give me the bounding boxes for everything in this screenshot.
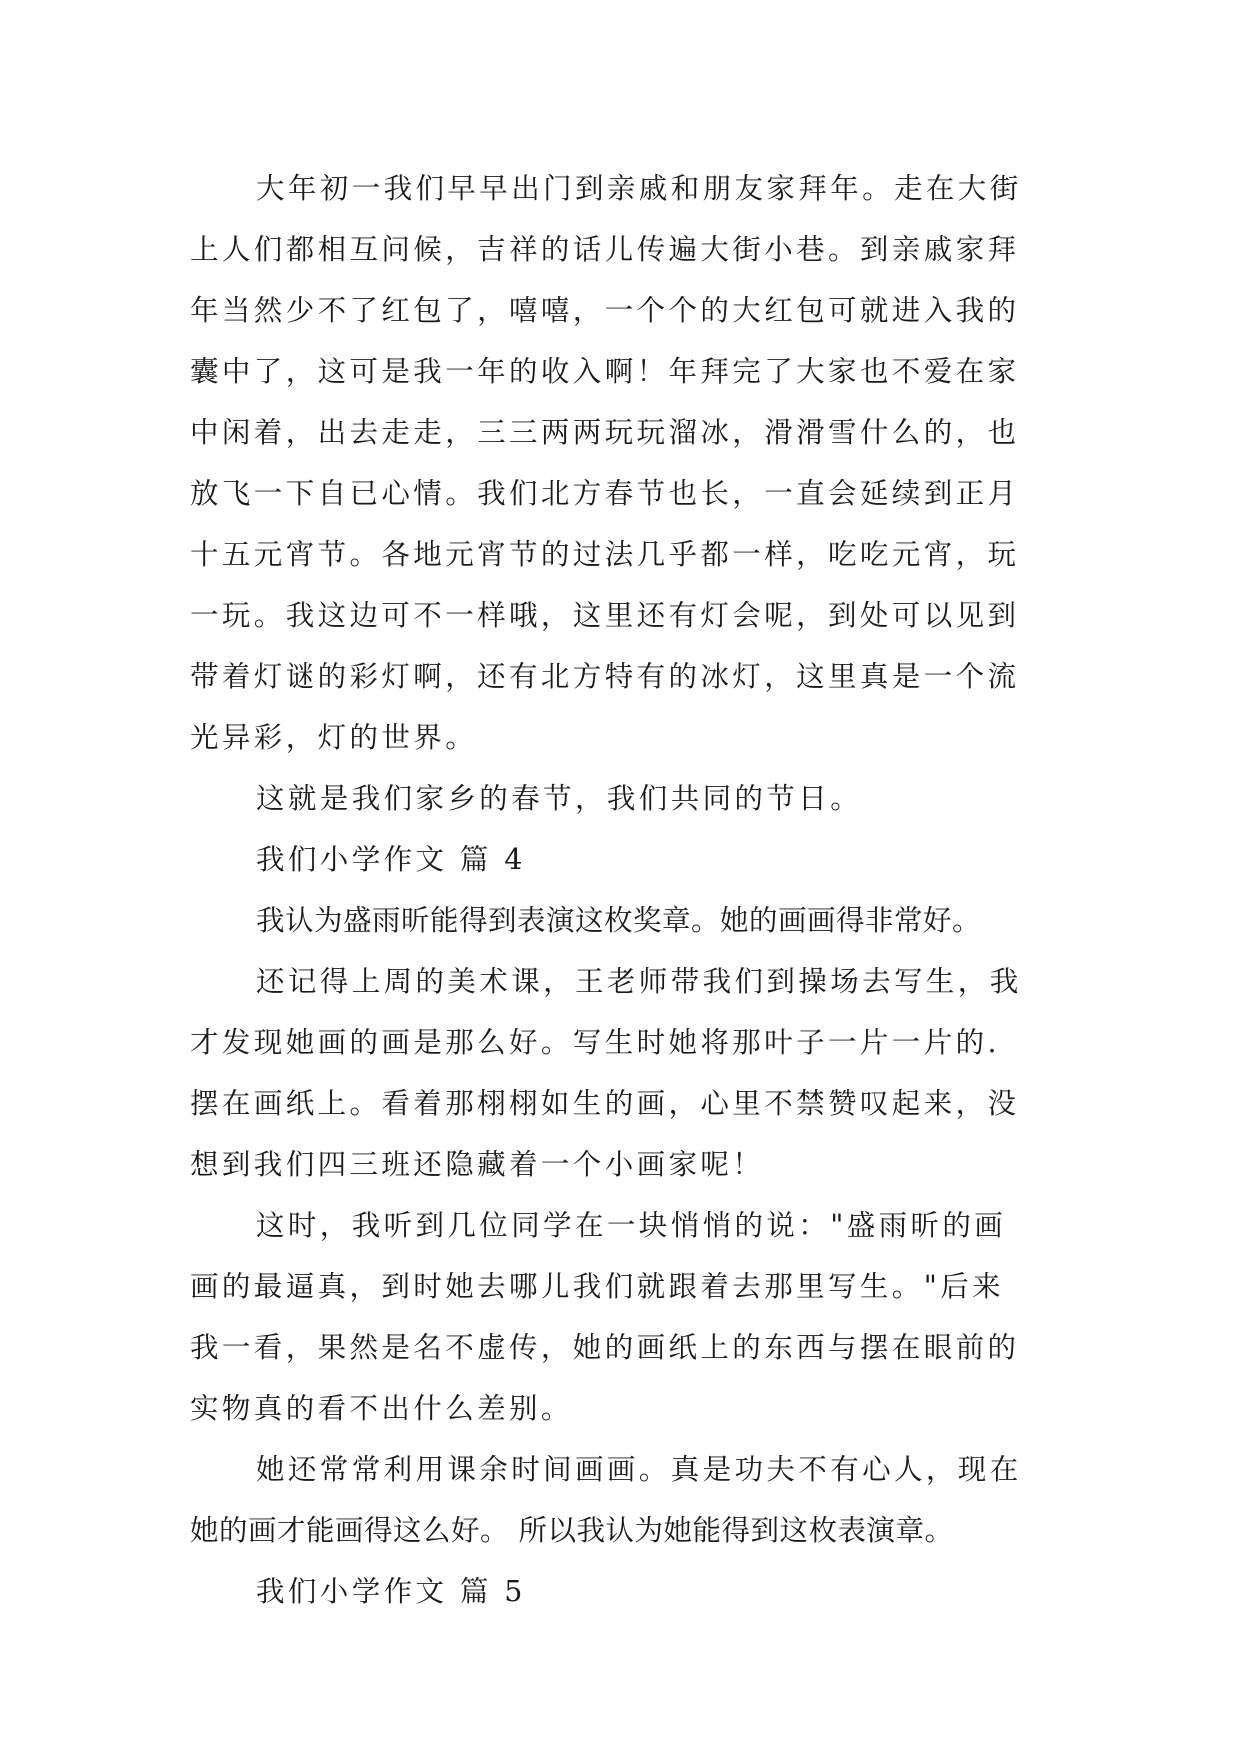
text-line: 带着灯谜的彩灯啊，还有北方特有的冰灯，这里真是一个流	[190, 660, 1020, 693]
text-line: 这就是我们家乡的春节，我们共同的节日。	[256, 782, 863, 815]
section-heading: 我们小学作文 篇 4	[256, 843, 526, 876]
text-line: 十五元宵节。各地元宵节的过法几乎都一样，吃吃元宵，玩	[190, 538, 1020, 571]
text-line: 想到我们四三班还隐藏着一个小画家呢！	[190, 1148, 765, 1181]
text-line: 大年初一我们早早出门到亲戚和朋友家拜年。走在大街	[256, 172, 1022, 205]
text-line: 这时，我听到几位同学在一块悄悄的说："盛雨昕的画	[256, 1209, 1007, 1242]
text-line: 上人们都相互问候，吉祥的话儿传遍大街小巷。到亲戚家拜	[190, 233, 1020, 266]
text-line: 我一看，果然是名不虚传，她的画纸上的东西与摆在眼前的	[190, 1331, 1020, 1364]
text-line: 她还常常利用课余时间画画。真是功夫不有心人，现在	[256, 1453, 1022, 1486]
text-line: 摆在画纸上。看着那栩栩如生的画，心里不禁赞叹起来，没	[190, 1087, 1020, 1120]
text-line: 年当然少不了红包了，嘻嘻，一个个的大红包可就进入我的	[190, 294, 1020, 327]
text-line: 囊中了，这可是我一年的收入啊！年拜完了大家也不爱在家	[190, 355, 1020, 388]
document-body	[190, 158, 1070, 1622]
text-line: 放飞一下自已心情。我们北方春节也长，一直会延续到正月	[190, 477, 1020, 510]
text-line: 一玩。我这边可不一样哦，这里还有灯会呢，到处可以见到	[190, 599, 1020, 632]
section-heading: 我们小学作文 篇 5	[256, 1575, 526, 1608]
text-line: 我认为盛雨昕能得到表演这枚奖章。她的画画得非常好。	[256, 904, 982, 937]
text-line: 中闲着，出去走走，三三两两玩玩溜冰，滑滑雪什么的，也	[190, 416, 1020, 449]
text-line: 光异彩，灯的世界。	[190, 721, 478, 754]
text-line: 画的最逼真，到时她去哪儿我们就跟着去那里写生。"后来	[190, 1270, 1005, 1303]
text-line: 才发现她画的画是那么好。写生时她将那叶子一片一片的.	[190, 1026, 1000, 1059]
text-line: 实物真的看不出什么差别。	[190, 1392, 573, 1425]
text-line: 还记得上周的美术课，王老师带我们到操场去写生，我	[256, 965, 1022, 998]
text-line: 她的画才能画得这么好。 所以我认为她能得到这枚表演章。	[190, 1514, 954, 1547]
